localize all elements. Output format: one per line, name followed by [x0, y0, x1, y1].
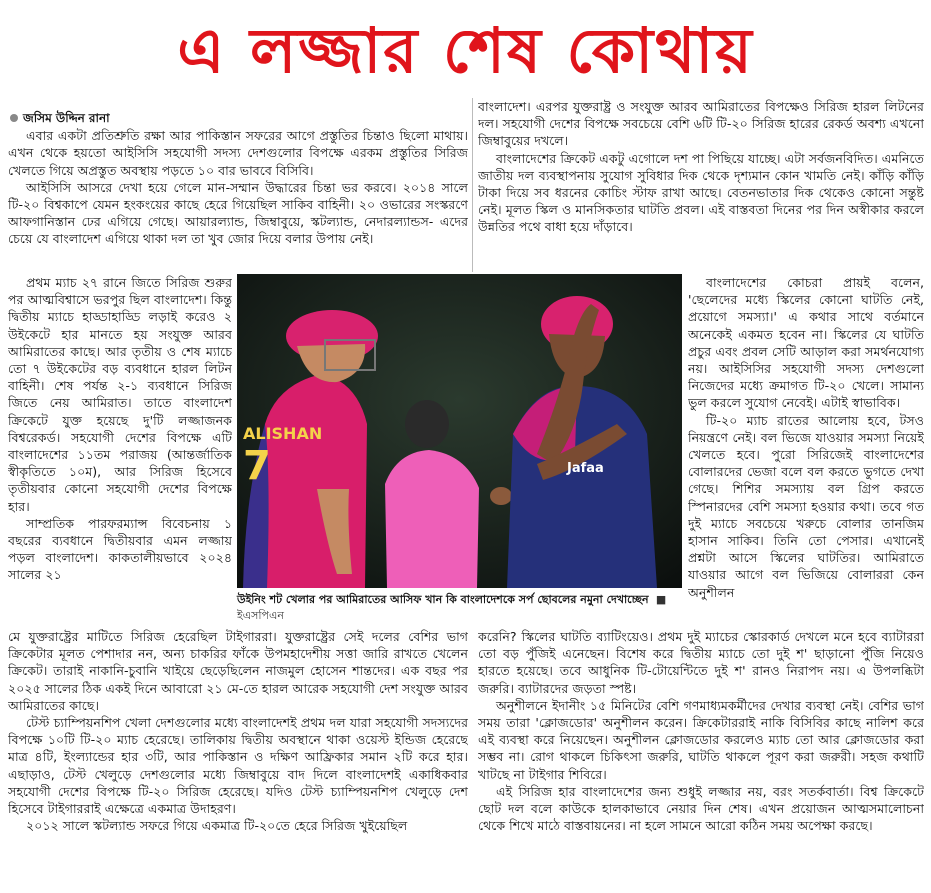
- news-photo: [237, 274, 682, 588]
- byline-text: জসিম উদ্দিন রানা: [23, 111, 110, 125]
- photo-caption: [237, 592, 683, 624]
- paragraph: আইসিসি আসরে দেখা হয়ে গেলে মান-সম্মান উদ্ধারের চিন্তা ভর করবে। ২০১৪ সালে টি-২০ বিশ্বকাপে যেমন হংকংয়ের কাছে হেরে গিয়েছিল সাকিব বাহিনী। ২০ ওভারের সংস্করণে আফগানিস্তান ঢের এগিয়ে গেছে। আয়ারল্যান্ড, জিম্বাবুয়ে, স্কটল্যান্ড, নেদারল্যান্ডস- এদের চেয়ে যে বাংলাদেশ এগিয়ে থাকা দল তা খুব জোর দিয়ে বলার উপায় নেই।: [8, 179, 468, 247]
- paragraph: প্রথম ম্যাচ ২৭ রানে জিতে সিরিজ শুরুর পর আত্মবিশ্বাসে ভরপুর ছিল বাংলাদেশ। কিন্তু দ্বিতীয় ম্যাচে হাড্ডাহাড্ডি লড়াই করেও ২ উইকেটে হার মানতে হয় সংযুক্ত আরব আমিরাতের কাছে। আর তৃতীয় ও শেষ ম্যাচে তো ৭ উইকেটের বড় ব্যবধানে হারল লিটন বাহিনী। শেষ পর্যন্ত ২-১ ব্যবধানে সিরিজ জিতে নেয় আমিরাত। তাতে বাংলাদেশ ক্রিকেটে যুক্ত হয়েছে দু'টি লজ্জাজনক বিশ্বরেকর্ড। সহযোগী দেশের বিপক্ষে এটি বাংলাদেশের ১১তম পরাজয় (আন্তর্জাতিক স্বীকৃতিতে ১০ম), আর সিরিজ হিসেবে তৃতীয়বার কোনো সহযোগী দেশের বিপক্ষে হার।: [8, 275, 232, 514]
- article-col-top-left: [8, 110, 468, 272]
- column-divider: [472, 98, 473, 272]
- paragraph: টি-২০ ম্যাচ রাতের আলোয় হবে, টসও নিয়ন্ত্রণে নেই। বল ভিজে যাওয়ার সমস্যা নিয়েই খেলতে হবে। পুরো সিরিজেই বাংলাদেশের বোলারদের ভেজা বলে বল করতে ভুগতে দেখা গেছে। শিশির সমস্যায় বল গ্রিপ করতে স্পিনারদের বেশি সমস্যা হওয়ার কথা। তবে গত দুই ম্যাচে সবচেয়ে খরুচে বোলার তানজিম হাসান সাকিব। তিনি তো পেসার। এখানেই প্রশ্নটা আসে স্কিলের ঘাটতির। আমিরাতে যাওয়ার আগে বল ভিজিয়ে বোলাররা কেন অনুশীলন: [688, 412, 924, 600]
- photo-credit: ■ ইএসপিএন: [237, 593, 667, 622]
- article-col-mid-left: [8, 274, 232, 626]
- byline: [8, 110, 468, 127]
- paragraph: বাংলাদেশের কোচরা প্রায়ই বলেন, 'ছেলেদের মধ্যে স্কিলের কোনো ঘাটতি নেই, প্রয়োগে সমস্যা।' এ কথার সাথে বর্তমানে অনেকেই একমত হবেন না। স্কিলের যে ঘাটতি প্রচুর এবং প্রবল সেটি আড়াল করা সমর্থনযোগ্য নয়। আইসিসির সহযোগী সদস্য দেশগুলো নিজেদের মধ্যে ক্রমাগত টি-২০ খেলে। সামান্য ভুল করলে সুযোগ নেবেই। এটাই স্বাভাবিক।: [688, 275, 924, 411]
- article-col-mid-right: [688, 274, 924, 626]
- jersey-number: 7: [243, 443, 271, 489]
- paragraph: এই সিরিজ হার বাংলাদেশের জন্য শুধুই লজ্জার নয়, বরং সতর্কবার্তা। বিশ্ব ক্রিকেটে ছোট দল বলে কাউকে হালকাভাবে নেয়ার দিন শেষ। এখন প্রয়োজন আত্মসমালোচনা থেকে শিখে মাঠে বাস্তবায়নের। না হলে সামনে আরো কঠিন সময় অপেক্ষা করছে।: [478, 783, 924, 834]
- paragraph: অনুশীলনে ইদানীং ১৫ মিনিটের বেশি গণমাধ্যমকর্মীদের দেখার ব্যবস্থা নেই। বেশির ভাগ সময় তারা 'ক্লোজডোর' অনুশীলন করেন। ক্রিকেটাররাই নাকি বিসিবির কাছে নালিশ করে এই ব্যবস্থা করে নিয়েছেন। অনুশীলন ক্লোজডোর করলেও ম্যাচ তো আর ক্লোজডোর করা সম্ভব না। রোগ থাকলে চিকিৎসা জরুরি, ঘাটতি থাকলে পূরণ করা জরুরী। সহজ কথাটি খাটছে না টাইগার শিবিরে।: [478, 697, 924, 782]
- paragraph: ২০১২ সালে স্কটল্যান্ড সফরে গিয়ে একমাত্র টি-২০তে হেরে সিরিজ খুইয়েছিল: [26, 818, 408, 834]
- paragraph: সাম্প্রতিক পারফরম্যান্স বিবেচনায় ১ বছরের ব্যবধানে দ্বিতীয়বার এমন লজ্জায় পড়ল বাংলাদেশ। কাকতালীয়ভাবে ২০২৪ সালের ২১: [8, 515, 232, 583]
- jersey-name: ALISHAN: [243, 424, 323, 443]
- photo-credit-text: ইএসপিএন: [237, 609, 284, 622]
- bullet-icon: [10, 114, 18, 122]
- cricket-players-photo: [237, 274, 682, 588]
- article-col-bottom-left: [8, 628, 468, 890]
- paragraph: বাংলাদেশের ক্রিকেট একটু এগোলে দশ পা পিছিয়ে যাচ্ছে। এটা সর্বজনবিদিত। এমনিতে জাতীয় দল ব্যবস্থাপনায় সুযোগ সুবিধার দিক থেকে দৃশ্যমান কোন খামতি নেই। কাঁড়ি কাঁড়ি টাকা দিয়ে সব ধরনের কোচিং স্টাফ রাখা আছে। বেতনভাতার দিক থেকেও কোনো সন্তুষ্ট নেই। মূলত স্কিল ও মানসিকতার ঘাটতি প্রবল। এই বাস্তবতা দিনের পর দিন অস্বীকার করলে উন্নতির পথে বাধা হয়ে দাঁড়াবে।: [478, 150, 924, 235]
- paragraph: মে যুক্তরাষ্ট্রের মাটিতে সিরিজ হেরেছিল টাইগাররা। যুক্তরাষ্ট্রের সেই দলের বেশির ভাগ ক্রিকেটার মূলত পেশাদার নন, অন্য চাকরির ফাঁকে উপমহাদেশীয় সত্তা জারি রাখতে খেলেন ক্রিকেট। তারাই নাকানি-চুবানি খাইয়ে ছেড়েছিলেন নাজমুল হোসেন শান্তদের। এক বছর পর ২০২৫ সালের ঠিক একই দিনে আবারো ২১ মে-তে হারল আরেক সহযোগী দেশ সংযুক্ত আরব আমিরাতের কাছে।: [8, 629, 468, 713]
- headline: এ লজ্জার শেষ কোথায়: [177, 14, 754, 87]
- article-col-bottom-right: [478, 628, 924, 890]
- paragraph: করেনি? স্কিলের ঘাটতি ব্যাটিংয়েও। প্রথম দুই ম্যাচের স্কোরকার্ড দেখলে মনে হবে ব্যাটাররা তো বড় পুঁজিই এনেছেন। বিশেষ করে দ্বিতীয় ম্যাচে তো দুই শ' ছাড়ানো পুঁজি নিয়েও হারতে হয়েছে। তবে আধুনিক টি-টোয়েন্টিতে দুই শ' রানও নিরাপদ নয়। এ উপলব্ধিটা জরুরি। ব্যাটারদের জড়তা স্পষ্ট।: [478, 629, 924, 696]
- paragraph: বাংলাদেশ। এরপর যুক্তরাষ্ট্র ও সংযুক্ত আরব আমিরাতের বিপক্ষেও সিরিজ হারল লিটনের দল। সহযোগী দেশের বিপক্ষে সবচেয়ে বেশি ৬টি টি-২০ সিরিজ হারের রেকর্ড অবশ্য এখনো জিম্বাবুয়ের দখলে।: [478, 99, 924, 149]
- paragraph: টেস্ট চ্যাম্পিয়নশিপ খেলা দেশগুলোর মধ্যে বাংলাদেশই প্রথম দল যারা সহযোগী সদস্যদের বিপক্ষে ১০টি টি-২০ ম্যাচ হেরেছে। তালিকায় দ্বিতীয় অবস্থানে থাকা ওয়েস্ট ইন্ডিজ হেরেছে মাত্র ৪টি, ইংল্যান্ডের হার ৩টি, আর পাকিস্তান ও দক্ষিণ আফ্রিকার সমান ২টি করে হার। এছাড়াও, টেস্ট খেলুড়ে দেশগুলোর মধ্যে জিম্বাবুয়ে বাদ দিলে বাংলাদেশই একাধিকবার সহযোগী দেশের বিপক্ষে টি-২০ সিরিজ হেরেছে। যদিও টেস্ট চ্যাম্পিয়নশিপ খেলুড়ে দেশ হিসেবে টাইগাররাই এক্ষেত্রে একমাত্র উদাহরণ।: [8, 715, 468, 817]
- sponsor-text: Jafaa: [567, 461, 604, 476]
- article-col-top-right: [478, 98, 924, 273]
- paragraph: এবার একটা প্রতিশ্রুতি রক্ষা আর পাকিস্তান সফরের আগে প্রস্তুতির চিন্তাও ছিলো মাথায়। এখন থেকে হয়তো আইসিসি সহযোগী সদস্য দেশগুলোর বিপক্ষে এরকম প্রস্তুতির সিরিজ খেলতে গিয়ে অপ্রস্তুত অবস্থায় পড়তে ১০ বার ভাববে বিসিবি।: [8, 128, 468, 178]
- caption-text: উইনিং শট খেলার পর আমিরাতের আসিফ খান কি বাংলাদেশকে সর্প ছোবলের নমুনা দেখাচ্ছেন: [237, 593, 649, 606]
